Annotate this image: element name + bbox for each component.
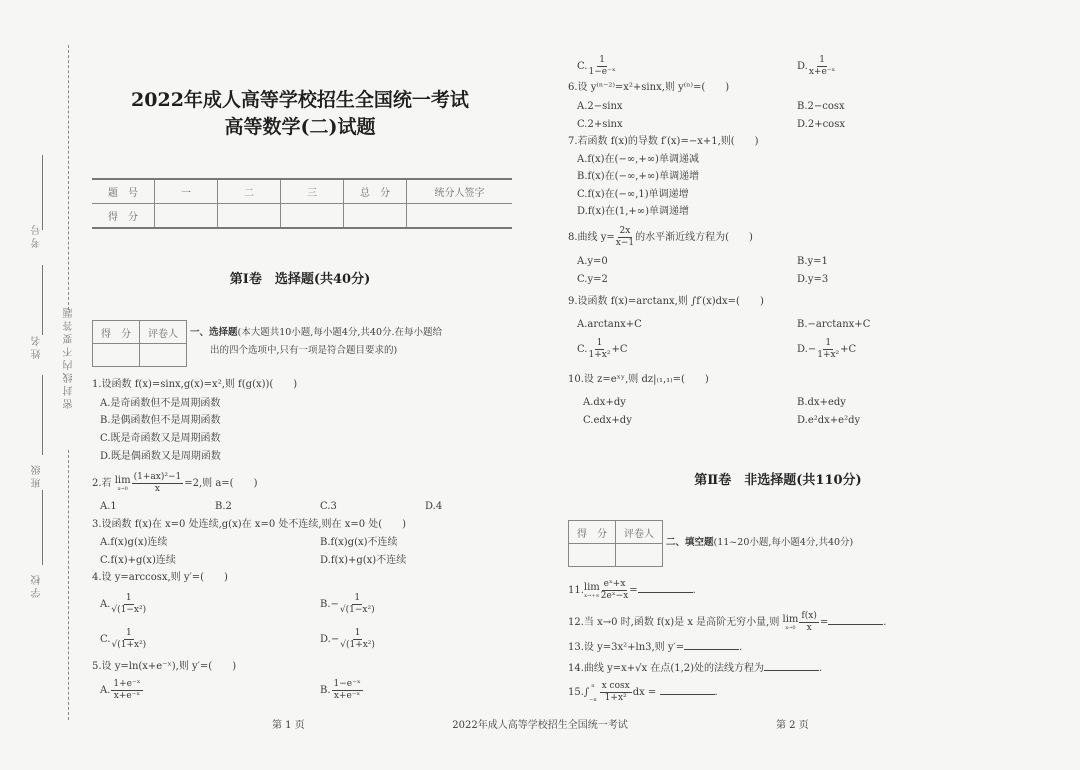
option-b: B.是偶函数但不是周期函数 <box>100 415 221 426</box>
numerator: 1 <box>125 628 132 638</box>
question-13: 13.设 y=3x²+ln3,则 y′= . <box>568 642 743 653</box>
option-d <box>320 627 376 653</box>
denominator: 1+x² <box>588 350 611 360</box>
denominator: 1+x² <box>817 350 840 360</box>
denominator: x+e⁻ˣ <box>808 67 836 77</box>
option-a: A.2−sinx <box>577 101 623 112</box>
denominator: √(1−x²) <box>111 605 147 615</box>
school-label: 学校 <box>32 572 43 598</box>
stem-text: =2,则 a=( ) <box>184 478 258 489</box>
option-d: D.y=3 <box>797 274 829 285</box>
numerator: 1 <box>354 628 361 638</box>
question-7: 7.若函数 f(x)的导数 f′(x)=−x+1,则( ) <box>568 136 759 147</box>
lim: lim <box>782 613 799 625</box>
seal-line-bottom <box>68 450 69 720</box>
page-number-1: 第 1 页 <box>272 720 305 731</box>
option-c: C.2+sinx <box>577 119 623 130</box>
option-label: C. <box>577 61 588 72</box>
seal-line-top <box>68 45 69 310</box>
row-label: 得 分 <box>92 204 155 229</box>
option-d: D.既是偶函数又是周期函数 <box>100 451 221 462</box>
score-label: 得 分 <box>93 321 140 344</box>
stem-text: 14.曲线 y=x+√x 在点(1,2)处的法线方程为 <box>568 663 765 674</box>
question-4: 4.设 y=arccosx,则 y′=( ) <box>92 572 228 583</box>
numerator: (1+ax)²−1 <box>133 472 182 482</box>
option-c: C.edx+dy <box>583 415 632 426</box>
denominator: √(1+x²) <box>340 640 375 650</box>
grader-label: 评卷人 <box>616 521 663 544</box>
grader-box <box>92 320 187 367</box>
stem-text: = <box>629 585 638 596</box>
field-line <box>42 155 43 230</box>
grader-cell <box>140 344 187 367</box>
option-label: C. <box>577 344 588 355</box>
numerator: eˣ+x <box>603 579 626 589</box>
question-12: 12.当 x→0 时,函数 f(x)是 x 是高阶无穷小量,则 lim x→0 $\frac{f(x)}{x}$ = . <box>568 611 887 633</box>
numerator: 1 <box>354 593 361 603</box>
field-line <box>42 375 43 455</box>
option-b <box>320 678 364 704</box>
option-suffix: +C <box>840 344 857 355</box>
question-6: 6.设 y⁽ⁿ⁻²⁾=x²+sinx,则 y⁽ⁿ⁾=( ) <box>568 82 730 93</box>
question-5: 5.设 y=ln(x+e⁻ˣ),则 y′=( ) <box>92 661 237 672</box>
stem-text: 13.设 y=3x²+ln3,则 y′= <box>568 642 685 653</box>
section1-instruction: (本大题共10小题,每小题4分,共40分.在每小题给 <box>237 327 443 338</box>
option-label: D.− <box>797 344 817 355</box>
option-a <box>100 678 144 704</box>
question-2 <box>92 472 257 496</box>
option-d: D.f(x)+g(x)不连续 <box>320 555 407 566</box>
score-cell <box>569 544 616 567</box>
option-a: A.arctanx+C <box>577 319 642 330</box>
option-c: C.y=2 <box>577 274 608 285</box>
question-15: 15.∫ π −π $\frac{\text{x cosx}}{\text{1+x²}}$ dx = . <box>568 681 718 703</box>
option-d <box>797 338 856 362</box>
option-a: A.是奇函数但不是周期函数 <box>100 398 221 409</box>
page-number-2: 第 2 页 <box>776 720 809 731</box>
header-cell: 题 号 <box>92 179 155 204</box>
option-b: B.2−cosx <box>797 101 845 112</box>
option-b: B.y=1 <box>797 256 828 267</box>
option-suffix: +C <box>611 344 628 355</box>
option-label: C. <box>100 634 111 645</box>
stem-text: dx = <box>632 687 657 698</box>
option-c: C.f(x)在(−∞,1)单调递增 <box>577 189 689 200</box>
numerator: 2x <box>619 226 631 236</box>
option-b: B.−arctanx+C <box>797 319 871 330</box>
score-cell <box>155 204 218 229</box>
question-1: 1.设函数 f(x)=sinx,g(x)=x²,则 f(g(x))( ) <box>92 379 298 390</box>
option-c <box>100 627 147 653</box>
option-c: C.3 <box>320 501 337 512</box>
option-c: C.f(x)+g(x)连续 <box>100 555 176 566</box>
option-label: A. <box>100 599 111 610</box>
lim-sub: x→+∞ <box>584 592 600 599</box>
denominator: 1+x² <box>604 693 627 703</box>
grader-label: 评卷人 <box>140 321 187 344</box>
option-d: D.4 <box>425 501 443 512</box>
header-cell: 统分人签字 <box>407 179 513 204</box>
score-label: 得 分 <box>569 521 616 544</box>
exam-title: 2022年成人高等学校招生全国统一考试 <box>131 89 469 111</box>
score-cell <box>218 204 281 229</box>
header-cell: 一 <box>155 179 218 204</box>
signature-cell <box>407 204 513 229</box>
footer-title: 2022年成人高等学校招生全国统一考试 <box>452 720 628 731</box>
denominator: √(1−x²) <box>339 605 375 615</box>
seal-notice: 密封线内不要答题 <box>64 305 75 409</box>
score-cell <box>93 344 140 367</box>
denominator: 2eˣ−x <box>600 591 629 601</box>
stem-text: 2.若 <box>92 478 112 489</box>
answer-blank[interactable] <box>684 649 739 650</box>
question-11: 11. lim x→+∞ $\frac{\text{eˣ+x}}{\text{2eˣ−x}}$ = . <box>568 579 696 601</box>
option-a: A.y=0 <box>577 256 608 267</box>
exam-subtitle: 高等数学(二)试题 <box>224 116 376 138</box>
option-c <box>577 54 617 80</box>
lower-limit: −π <box>589 696 597 703</box>
denominator: x+e⁻ˣ <box>333 691 361 701</box>
denominator: x−1 <box>615 238 635 248</box>
stem-text: 8.曲线 y= <box>568 232 615 243</box>
exam-number-label: 考号 <box>32 222 43 248</box>
grader-box <box>568 520 663 567</box>
denominator: x <box>806 623 812 633</box>
question-9: 9.设函数 f(x)=arctanx,则 ∫f′(x)dx=( ) <box>568 296 764 307</box>
numerator: 1 <box>596 338 603 348</box>
option-label: D. <box>797 61 808 72</box>
denominator: 1−e⁻ˣ <box>588 67 616 77</box>
stem-text: 15.∫ <box>568 687 590 698</box>
answer-blank[interactable] <box>638 592 693 593</box>
option-d: D.f(x)在(1,+∞)单调递增 <box>577 206 690 217</box>
numerator: f(x) <box>801 611 817 621</box>
option-label: A. <box>100 685 111 696</box>
field-line <box>42 490 43 565</box>
upper-limit: π <box>591 682 595 689</box>
numerator: 1 <box>825 338 832 348</box>
name-label: 姓名 <box>32 333 43 359</box>
option-c: C.既是奇函数又是周期函数 <box>100 433 221 444</box>
option-a: A.f(x)g(x)连续 <box>100 537 168 548</box>
field-line <box>42 265 43 335</box>
section1-title: 一、选择题 <box>190 327 238 338</box>
option-label: B. <box>320 685 331 696</box>
section2-instruction: (11~20小题,每小题4分,共40分) <box>713 537 854 548</box>
option-d <box>797 54 836 80</box>
option-c <box>577 338 627 362</box>
option-b <box>320 592 376 618</box>
option-b: B.dx+edy <box>797 397 846 408</box>
class-label: 班级 <box>32 462 43 488</box>
option-b: B.2 <box>215 501 232 512</box>
question-3: 3.设函数 f(x)在 x=0 处连续,g(x)在 x=0 处不连续,则在 x=0 处( ) <box>92 519 407 530</box>
denominator: x <box>154 484 160 494</box>
score-table <box>92 178 512 229</box>
option-a: A.1 <box>100 501 117 512</box>
option-label: D.− <box>320 634 340 645</box>
option-a <box>100 592 147 618</box>
header-cell: 三 <box>281 179 344 204</box>
answer-blank[interactable] <box>764 670 819 671</box>
numerator: 1 <box>599 55 605 65</box>
stem-text: 12.当 x→0 时,函数 f(x)是 x 是高阶无穷小量,则 <box>568 617 780 628</box>
option-a: A.f(x)在(−∞,+∞)单调递减 <box>577 154 699 165</box>
lim: lim <box>114 474 131 486</box>
part2-heading: 第Ⅱ卷 非选择题(共110分) <box>694 473 862 488</box>
denominator: x+e⁻ˣ <box>113 691 141 701</box>
score-cell <box>281 204 344 229</box>
section2-title: 二、填空题 <box>666 537 714 548</box>
numerator: 1 <box>819 55 825 65</box>
numerator: 1−e⁻ˣ <box>333 679 361 689</box>
score-cell <box>344 204 407 229</box>
question-14: 14.曲线 y=x+√x 在点(1,2)处的法线方程为 . <box>568 663 823 674</box>
header-cell: 二 <box>218 179 281 204</box>
lim: lim <box>583 581 600 593</box>
question-8 <box>568 226 753 250</box>
numerator: 1 <box>125 593 132 603</box>
stem-text: 的水平渐近线方程为( ) <box>635 232 753 243</box>
option-b: B.f(x)在(−∞,+∞)单调递增 <box>577 171 700 182</box>
header-cell: 总 分 <box>344 179 407 204</box>
answer-blank[interactable] <box>660 694 715 695</box>
denominator: √(1+x²) <box>111 640 147 650</box>
answer-blank[interactable] <box>828 624 883 625</box>
grader-cell <box>616 544 663 567</box>
stem-text: 11. <box>568 585 584 596</box>
lim-sub: x→0 <box>785 624 796 631</box>
option-d: D.2+cosx <box>797 119 845 130</box>
section1-instruction-2: 出的四个选项中,只有一项是符合题目要求的) <box>210 345 398 356</box>
part1-heading: 第Ⅰ卷 选择题(共40分) <box>229 272 371 287</box>
option-b: B.f(x)g(x)不连续 <box>320 537 398 548</box>
stem-text: = <box>819 617 829 628</box>
lim-sub: x→0 <box>117 485 128 492</box>
option-label: B.− <box>320 599 339 610</box>
option-d: D.e²dx+e²dy <box>797 415 861 426</box>
numerator: x cosx <box>601 681 630 691</box>
numerator: 1+e⁻ˣ <box>113 679 141 689</box>
question-10: 10.设 z=eˣʸ,则 dz|₍₁,₁₎=( ) <box>568 374 709 385</box>
option-a: A.dx+dy <box>583 397 626 408</box>
